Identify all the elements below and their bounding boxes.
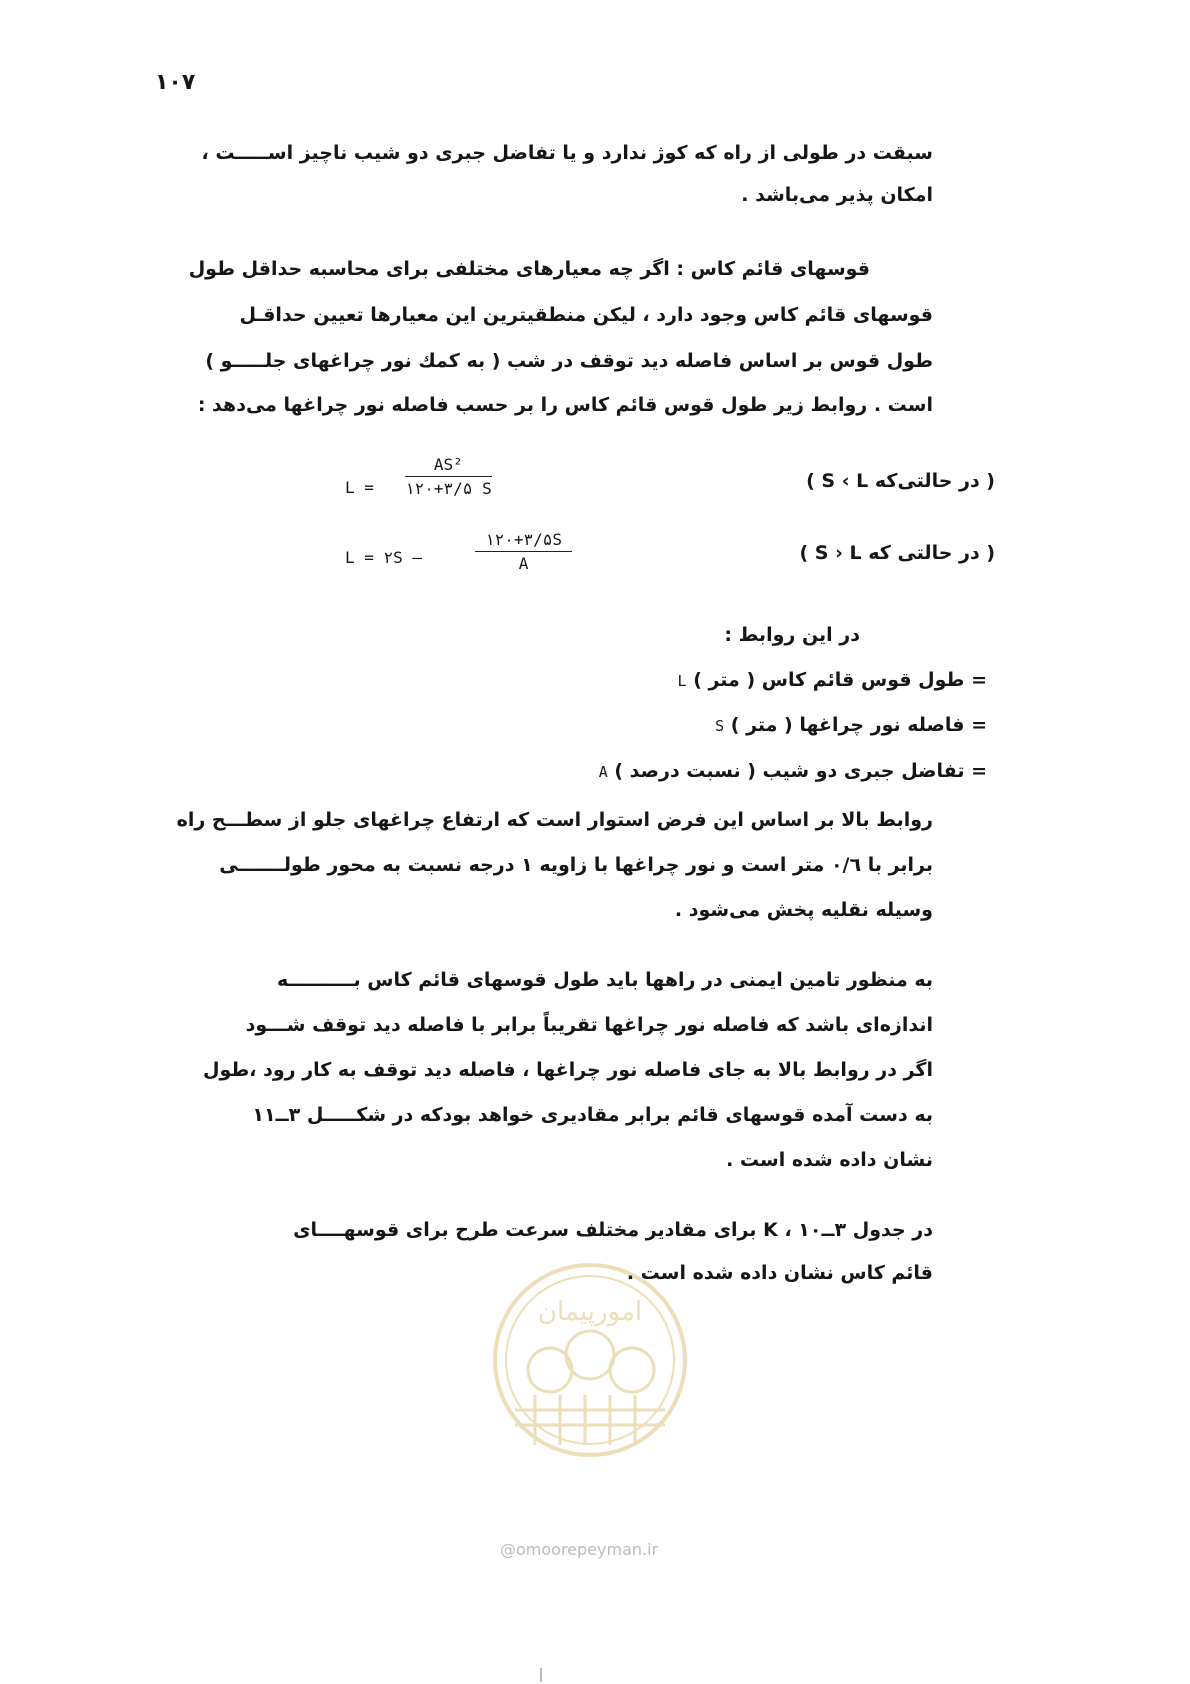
formula1-condition: ( در حالتی‌که S ‹ L ) — [806, 470, 995, 492]
para2-line-2: برابر با ۰/٦ متر است و نور چراغها با زاویه ۱ درجه نسبت به محور طولـــــــی — [219, 854, 933, 876]
formula1-denominator: ۱۲۰+۳/۵ S — [405, 479, 492, 498]
intro-line-2: امکان پذیر می‌باشد . — [741, 184, 933, 206]
para1-line-3: طول قوس بر اساس فاصله دید توقف در شب ( به کمك نور چراغهای جلـــــو ) — [205, 350, 933, 372]
defs-heading: در این روابط : — [724, 624, 860, 646]
para2-line-1: روابط بالا بر اساس این فرض استوار است که ارتفاع چراغهای جلو از سطـــح راه — [176, 809, 933, 831]
para4-line-1: در جدول ۳ــ۱۰ ، K برای مقادیر مختلف سرعت طرح برای قوسهــــای — [293, 1219, 933, 1241]
def-symbol: S — [715, 717, 725, 735]
formula2-fraction — [475, 530, 572, 573]
def-row-s — [715, 710, 987, 741]
formula2-condition: ( در حالتی که S › L ) — [799, 542, 995, 564]
para3-line-3: اگر در روابط بالا به جای فاصله نور چراغها ، فاصله دید توقف به کار رود ،طول — [202, 1059, 933, 1081]
formula1-numerator: AS² — [405, 455, 492, 477]
def-text: = فاصله نور چراغها ( متر ) — [730, 714, 987, 736]
formula2-denominator: A — [518, 554, 529, 573]
margin-mark — [540, 1668, 542, 1682]
para1-line-1: قوسهای قائم کاس : اگر چه معیارهای مختلفی برای محاسبه حداقل طول — [188, 258, 870, 280]
def-text: = تفاضل جبری دو شیب ( نسبت درصد ) — [614, 760, 987, 782]
def-text: = طول قوس قائم کاس ( متر ) — [693, 669, 987, 691]
para3-line-1: به منظور تامین ایمنی در راهها باید طول قوسهای قائم کاس بــــــــــه — [277, 969, 933, 991]
def-symbol: L — [677, 672, 687, 690]
watermark-emblem-icon — [490, 1260, 690, 1460]
intro-line-1: سبقت در طولی از راه که کوژ ندارد و یا تفاضل جبری دو شیب ناچیز اســـــت ، — [201, 142, 933, 164]
watermark-logo — [490, 1260, 690, 1460]
formula2-numerator: ۱۲۰+۳/۵S — [475, 530, 572, 552]
para2-line-3: وسیله نقلیه پخش می‌شود . — [674, 899, 933, 921]
def-row-l — [678, 665, 987, 696]
para4-line-2: قائم کاس نشان داده شده است . — [626, 1262, 933, 1284]
formula1-fraction — [405, 455, 492, 498]
def-row-a — [599, 756, 987, 787]
para3-line-2: اندازه‌ای باشد که فاصله نور چراغها تقریباً برابر با فاصله دید توقف شـــود — [245, 1014, 933, 1036]
para3-line-5: نشان داده شده است . — [726, 1149, 933, 1171]
para1-line-4: است . روابط زیر طول قوس قائم کاس را بر حسب فاصله نور چراغها می‌دهد : — [197, 394, 933, 416]
watermark-brand-text: امورپیمان — [537, 1297, 643, 1327]
watermark-url: @omoorepeyman.ir — [500, 1540, 659, 1559]
formula1-lhs: L = — [345, 478, 374, 497]
def-symbol: A — [598, 763, 608, 781]
formula2-lhs: L = ۲S — — [345, 548, 423, 567]
page-number: ۱۰۷ — [155, 70, 196, 95]
para1-line-2: قوسهای قائم کاس وجود دارد ، لیکن منطقیترین این معیارها تعیین حداقـل — [239, 304, 933, 326]
para3-line-4: به دست آمده قوسهای قائم برابر مقادیری خواهد بودکه در شکـــــل ۳ــ۱۱ — [252, 1104, 933, 1126]
